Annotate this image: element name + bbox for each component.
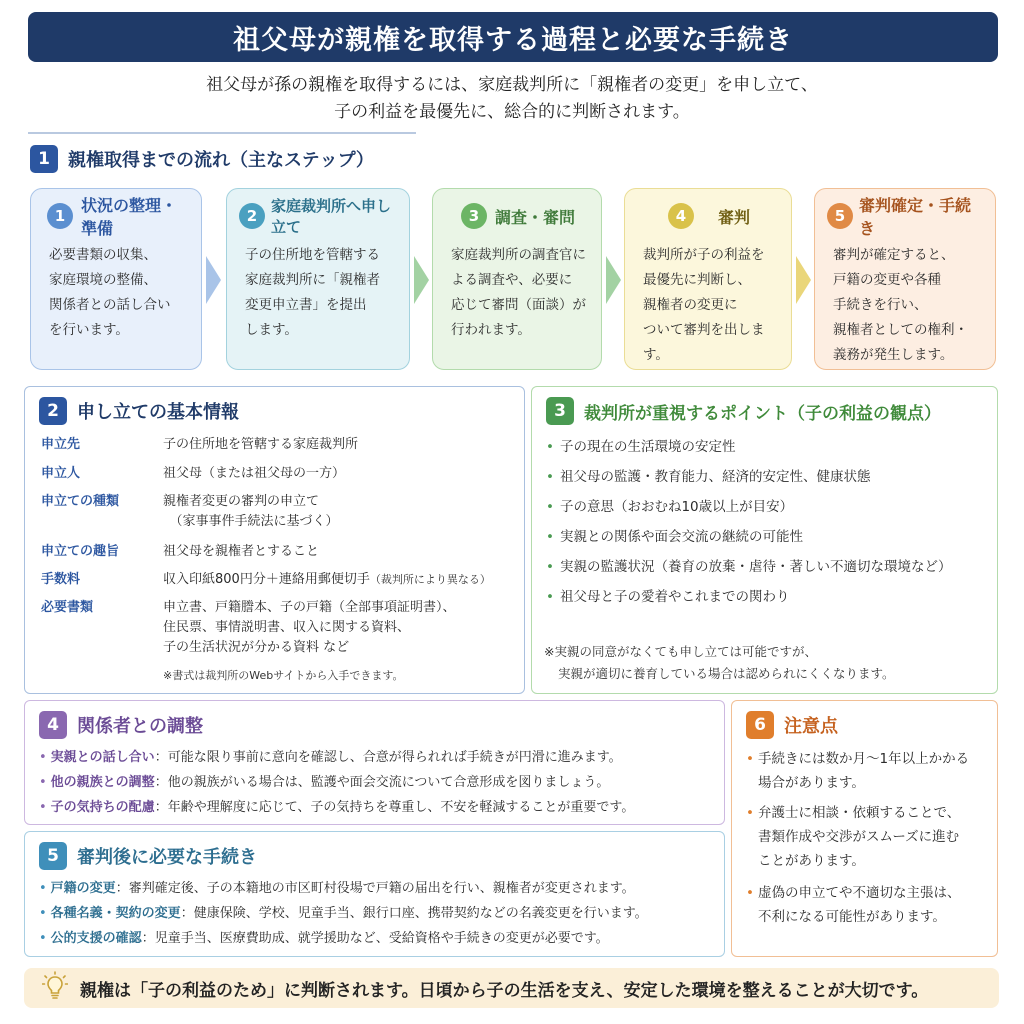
bottom-message-bar	[24, 968, 999, 1008]
section2-header	[39, 397, 239, 425]
step-label-4: 審判	[717, 207, 750, 227]
basic-info-panel	[24, 386, 525, 694]
caution-panel	[731, 700, 998, 957]
step-label-1: 状況の整理・準備	[81, 196, 178, 238]
coordination-panel	[24, 700, 725, 825]
step-arrow-3	[606, 256, 621, 304]
step-title-2	[239, 197, 399, 236]
step-number-3: 3	[461, 203, 487, 229]
step-arrow-4	[796, 256, 811, 304]
section1-header	[30, 145, 374, 173]
step-body-4: 裁判所が子の利益を 最優先に判断し、 親権者の変更に ついて審判を出します。	[643, 247, 765, 363]
court-note-line-1: ※実親の同意がなくても申し立ては可能ですが、	[544, 644, 817, 659]
step-label-3: 調査・審問	[494, 207, 575, 227]
step-arrow-1	[206, 256, 221, 304]
section6-number-badge: 6	[746, 711, 774, 739]
court-point: • 祖父母の監護・教育能力、経済的安定性、健康状態	[546, 469, 871, 485]
step-title-5	[827, 196, 985, 238]
court-points-panel	[531, 386, 998, 694]
section1-number-badge: 1	[30, 145, 58, 173]
post-judgment-item: • 公的支援の確認：児童手当、医療費助成、就学援助など、受給資格や手続きの変更が必要です。	[39, 931, 609, 946]
fee-note: （裁判所により異なる）	[369, 573, 491, 586]
step-number-5: 5	[827, 203, 853, 229]
court-point: • 実親との関係や面会交流の継続の可能性	[546, 529, 803, 545]
info-label: 申立ての趣旨	[41, 544, 120, 559]
court-point: • 子の現在の生活環境の安定性	[546, 439, 736, 455]
section3-header	[546, 397, 941, 425]
step-title-4	[637, 201, 781, 231]
info-label: 申立ての種類	[41, 494, 120, 509]
step-body-3: 家庭裁判所の調査官に よる調査や、必要に 応じて審問（面談）が 行われます。	[451, 247, 586, 338]
section2-title: 申し立ての基本情報	[77, 402, 239, 423]
intro-line-2: 子の利益を最優先に、総合的に判断されます。	[334, 102, 690, 122]
step-arrow-2	[414, 256, 429, 304]
section5-number-badge: 5	[39, 842, 67, 870]
section4-number-badge: 4	[39, 711, 67, 739]
step-card-2	[226, 188, 410, 370]
info-value: 祖父母を親権者とすること	[163, 544, 320, 559]
section6-header	[746, 711, 838, 739]
intro-line-1: 祖父母が孫の親権を取得するには、家庭裁判所に「親権者の変更」を申し立て、	[206, 75, 818, 95]
court-note-line-2: 実親が適切に養育している場合は認められにくくなります。	[558, 666, 895, 681]
step-body-1: 必要書類の収集、 家庭環境の整備、 関係者との話し合い を行います。	[49, 247, 171, 338]
lightbulb-icon	[42, 971, 68, 1006]
info-value: 子の住所地を管轄する家庭裁判所	[163, 437, 359, 452]
info-footnote: ※書式は裁判所のWebサイトから入手できます。	[163, 669, 404, 682]
step-card-5	[814, 188, 996, 370]
step-number-1: 1	[47, 203, 73, 229]
section2-number-badge: 2	[39, 397, 67, 425]
coordination-item: • 実親との話し合い：可能な限り事前に意向を確認し、合意が得られれば手続きが円滑に進みます。	[39, 750, 622, 765]
step-card-4	[624, 188, 792, 370]
step-label-5: 審判確定・手続き	[859, 196, 972, 238]
coordination-item: • 子の気持ちの配慮：年齢や理解度に応じて、子の気持ちを尊重し、不安を軽減することが重要です。	[39, 800, 635, 815]
info-value: 親権者変更の審判の申立て （家事事件手続法に基づく）	[163, 494, 339, 529]
intro-divider	[28, 132, 416, 134]
court-point: • 子の意思（おおむね10歳以上が目安）	[546, 499, 794, 515]
caution-item: • 弁護士に相談・依頼することで、 書類作成や交渉がスムーズに進む ことがあります。	[746, 805, 961, 869]
step-number-2: 2	[239, 203, 265, 229]
court-point: • 祖父母と子の愛着やこれまでの関わり	[546, 589, 790, 605]
section3-number-badge: 3	[546, 397, 574, 425]
info-value	[163, 570, 528, 590]
step-label-2: 家庭裁判所へ申し立て	[271, 197, 392, 236]
coordination-item: • 他の親族との調整：他の親族がいる場合は、監護や面会交流について合意形成を図りましょう。	[39, 775, 610, 790]
section4-header	[39, 711, 203, 739]
section1-title: 親権取得までの流れ（主なステップ）	[68, 150, 374, 171]
section5-title: 審判後に必要な手続き	[77, 847, 257, 868]
fee-value: 収入印紙800円分＋連絡用郵便切手	[163, 572, 370, 587]
info-label: 申立先	[41, 437, 81, 452]
post-judgment-item: • 各種名義・契約の変更：健康保険、学校、児童手当、銀行口座、携帯契約などの名義変更を行います。	[39, 906, 648, 921]
step-title-1	[43, 196, 191, 238]
page-title: 祖父母が親権を取得する過程と必要な手続き	[28, 12, 998, 62]
section5-header	[39, 842, 257, 870]
section3-title: 裁判所が重視するポイント（子の利益の観点）	[584, 403, 941, 424]
caution-item: • 手続きには数か月～1年以上かかる 場合があります。	[746, 751, 970, 791]
caution-item: • 虚偽の申立てや不適切な主張は、 不利になる可能性があります。	[746, 885, 961, 925]
info-value: 祖父母（または祖父母の一方）	[163, 466, 346, 481]
bottom-message-text: 親権は「子の利益のため」に判断されます。日頃から子の生活を支え、安定した環境を整えることが大切です。	[80, 980, 929, 1001]
court-point: • 実親の監護状況（養育の放棄・虐待・著しい不適切な環境など）	[546, 559, 952, 575]
info-label: 申立人	[41, 466, 81, 481]
section4-title: 関係者との調整	[77, 716, 203, 737]
step-number-4: 4	[668, 203, 694, 229]
section6-title: 注意点	[784, 716, 838, 737]
step-body-5: 審判が確定すると、 戸籍の変更や各種 手続きを行い、 親権者としての権利・ 義務が発生します。	[833, 247, 968, 363]
court-note	[544, 641, 895, 685]
step-card-3	[432, 188, 602, 370]
post-judgment-item: • 戸籍の変更：審判確定後、子の本籍地の市区町村役場で戸籍の届出を行い、親権者が変更されます。	[39, 881, 635, 896]
step-body-2: 子の住所地を管轄する 家庭裁判所に「親権者 変更申立書」を提出 します。	[245, 247, 380, 338]
info-label: 手数料	[41, 572, 81, 587]
info-value: 申立書、戸籍謄本、子の戸籍（全部事項証明書）、 住民票、事情説明書、収入に関する資料、 子の生活状況が分かる資料 など	[163, 600, 456, 655]
post-judgment-panel	[24, 831, 725, 957]
intro-text	[0, 72, 1024, 126]
step-title-3	[445, 201, 591, 231]
step-card-1	[30, 188, 202, 370]
info-label: 必要書類	[41, 600, 94, 615]
